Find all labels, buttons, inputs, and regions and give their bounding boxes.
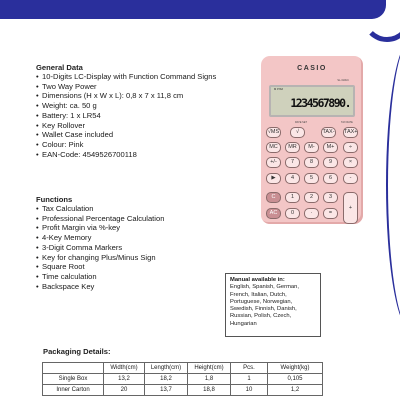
- key-m-plus: M+: [323, 142, 338, 153]
- table-cell: 18,2: [145, 374, 188, 385]
- header-swoosh: [362, 0, 400, 42]
- function-item: • Tax Calculation: [36, 204, 226, 214]
- table-cell: 13,7: [145, 385, 188, 396]
- key-add: +: [343, 192, 358, 224]
- manual-languages-box: [225, 273, 321, 337]
- key-decimal: ·: [304, 208, 319, 219]
- display-digits: 1234567890.: [290, 96, 350, 110]
- table-cell: 1,2: [268, 385, 323, 396]
- manual-heading: Manual available in:: [230, 277, 285, 283]
- general-item: • Two Way Power: [36, 82, 261, 92]
- general-item: • Key Rollover: [36, 121, 261, 131]
- table-header: [43, 363, 104, 374]
- key-equals: =: [323, 208, 338, 219]
- tax-rate-label: TAX RATE: [341, 121, 353, 124]
- general-item: • Weight: ca. 50 g: [36, 101, 261, 111]
- calculator-brand: CASIO: [297, 65, 327, 72]
- header-bar: [0, 0, 372, 19]
- display-indicators: M ±TAX: [274, 88, 284, 91]
- calculator-display: [269, 85, 355, 117]
- table-row: [43, 374, 323, 385]
- packaging-table: [42, 362, 323, 396]
- key-5: 5: [304, 173, 319, 184]
- table-row: [43, 385, 323, 396]
- table-header: Height(cm): [188, 363, 231, 374]
- key-divide: ÷: [343, 142, 358, 153]
- table-cell: 10: [231, 385, 268, 396]
- key-subtract: -: [343, 173, 358, 184]
- table-cell: 0,105: [268, 374, 323, 385]
- rate-set-label: RATE SET: [295, 121, 308, 124]
- table-cell: 13,2: [104, 374, 145, 385]
- key-backspace: ▶: [266, 173, 281, 184]
- table-cell: 20: [104, 385, 145, 396]
- functions-heading: Functions: [36, 195, 73, 204]
- functions-list: [36, 204, 226, 291]
- key-mr: MR: [285, 142, 300, 153]
- key-clear: C: [266, 192, 281, 203]
- key-1: 1: [285, 192, 300, 203]
- function-item: • Square Root: [36, 262, 226, 272]
- calculator-model: SL-310UC: [337, 79, 349, 82]
- key-multiply: ×: [343, 157, 358, 168]
- general-item: • Battery: 1 x LR54: [36, 111, 261, 121]
- table-header: Pcs.: [231, 363, 268, 374]
- table-header-row: [43, 363, 323, 374]
- key-2: 2: [304, 192, 319, 203]
- key-mc: MC: [266, 142, 281, 153]
- packaging-heading: Packaging Details:: [43, 347, 111, 356]
- table-cell: 18,8: [188, 385, 231, 396]
- key-3: 3: [323, 192, 338, 203]
- general-data-list: [36, 72, 261, 159]
- table-header: Weight(kg): [268, 363, 323, 374]
- key-0: 0: [285, 208, 300, 219]
- key-m-minus: M-: [304, 142, 319, 153]
- key-tax-minus: TAX-: [321, 127, 336, 138]
- function-item: • 4-Key Memory: [36, 233, 226, 243]
- table-header: Width(cm): [104, 363, 145, 374]
- function-item: • Time calculation: [36, 272, 226, 282]
- table-cell: 1,8: [188, 374, 231, 385]
- calculator-image: [261, 56, 363, 224]
- table-cell: Single Box: [43, 374, 104, 385]
- decorative-arc: [386, 40, 400, 330]
- general-item: • EAN-Code: 4549526700118: [36, 150, 261, 160]
- general-item: • Dimensions (H x W x L): 0,8 x 7 x 11,8 cm: [36, 91, 261, 101]
- general-item: • 10-Digits LC-Display with Function Command Signs: [36, 72, 261, 82]
- key-all-clear: AC: [266, 208, 281, 219]
- function-item: • Backspace Key: [36, 282, 226, 292]
- manual-languages: English, Spanish, German, French, Italian, Dutch, Portuguese, Norwegian, Swedish, Finnish, Danish, Russian, Polish, Czech, Hungarian: [230, 284, 299, 327]
- key-8: 8: [304, 157, 319, 168]
- function-item: • Profit Margin via %-key: [36, 223, 226, 233]
- general-item: • Wallet Case included: [36, 130, 261, 140]
- key-square-root-ms: √MS: [266, 127, 281, 138]
- table-cell: Inner Carton: [43, 385, 104, 396]
- table-header: Length(cm): [145, 363, 188, 374]
- table-cell: 1: [231, 374, 268, 385]
- general-item: • Colour: Pink: [36, 140, 261, 150]
- general-data-heading: General Data: [36, 63, 83, 72]
- key-9: 9: [323, 157, 338, 168]
- key-7: 7: [285, 157, 300, 168]
- key-tax-plus: TAX+: [343, 127, 358, 138]
- key-plus-minus: +/-: [266, 157, 281, 168]
- key-square-root: √: [290, 127, 305, 138]
- key-6: 6: [323, 173, 338, 184]
- function-item: • Key for changing Plus/Minus Sign: [36, 253, 226, 263]
- function-item: • Professional Percentage Calculation: [36, 214, 226, 224]
- function-item: • 3-Digit Comma Markers: [36, 243, 226, 253]
- key-4: 4: [285, 173, 300, 184]
